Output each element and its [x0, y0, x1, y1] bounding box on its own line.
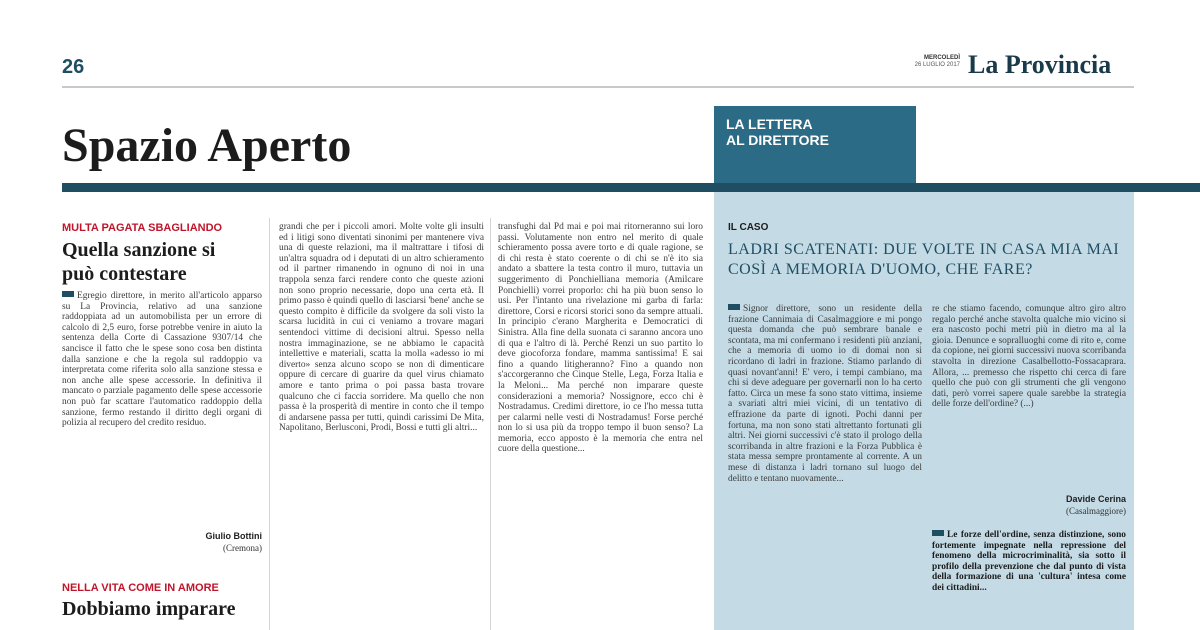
letter-body-left	[728, 304, 922, 630]
page-number: 26	[62, 56, 85, 78]
letter-body-right-text: re che stiamo facendo, comunque altro giro altro regalo perché anche stavolta qualche mio vicino si era nascosto pochi metri più in dietro ma al la gioia. Denunce e sopralluoghi come di rito e, come da copione, nei giorni successivi nuova scorribanda stavolta in direzione Casalbellotto-Fossacaprara. Allora, ... premesso che rispetto chi cerca di fare quello che può con gli strumenti che gli vengono dati, però vorrei sapere quale sarebbe la strategia delle forze dell'ordine? (...)	[932, 304, 1126, 410]
section-rule	[62, 183, 1200, 192]
paragraph-marker-icon	[62, 291, 74, 297]
letter-city: (Casalmaggiore)	[1066, 506, 1126, 516]
letter-to-editor-tab	[714, 106, 916, 192]
letter-tab-line2: AL DIRETTORE	[726, 132, 829, 148]
article3-body-text: transfughi dal Pd mai e poi mai ritorneranno sui loro passi. Volutamente non entro nel merito di quale schieramento possa avere torto e di quale ragione, se di chi resta è stato coerente o di chi se n'è ito sia andato a sbattere la testa contro il muro, tuttavia un suggerimento di Ponchielliana memoria (Amilcare Ponchielli) vorrei proporlo: chi ha più buon senso lo usi. Per l'intanto una rivelazione mi garba di farla: direttore, Corsi e ricorsi storici sono da sempre attuali. In principio c'erano Margherita e Democratici di Sinistra. Alla fine della suonata ci saranno ancora uno di qua e l'altro di là. Perché Renzi un suo partito lo deve giocoforza fondare, mamma santissima! E sai fino a quando litigheranno? Fino a quando non s'accorgeranno che Cinque Stelle, Lega, Forza Italia e la Meloni... Ma perché non imparare queste considerazioni a memoria? Nossignore, ecco chi è Nostradamus. Credimi direttore, io ce l'ho messa tutta per calarmi nelle vesti di Nostradamus! Forse perché non lo si usa più da troppo tempo il buon senso? La memoria, ecco apposto è la memoria che entra nel cuore della questione...	[498, 222, 703, 455]
article3-body	[498, 222, 703, 630]
article2-kicker: NELLA VITA COME IN AMORE	[62, 582, 219, 594]
column-divider	[269, 218, 270, 630]
letter-body-left-text: Signor direttore, sono un residente della frazione Cannimaia di Casalmaggiore e mi pongo questa domanda che può sembrare banale e scontata, ma mi confermano i residenti più anziani, che a memoria di uomo io di domai non si ricordano di ladri in frazione. Stiamo parlando di quasi novant'anni! E' vero, i tempi cambiano, ma chi si deve adeguare per governarli non lo ha certo fatto. Circa un mese fa sono stato vittima, insieme a svariati altri miei vicini, di un tentativo di effrazione da parte di ignoti. Pochi danni per fortuna, ma non sono stati altrettanto fortunati gli altri. Nei giorni successivi c'è stato il prologo della scorribanda in altre frazioni e la Forza Pubblica è stata messa sempre prontamente al corrente. A un mese di distanza i ladri tornano sul luogo del delitto e tentano nuovamente...	[728, 304, 922, 484]
article1-kicker: MULTA PAGATA SBAGLIANDO	[62, 222, 223, 234]
article1-city: (Cremona)	[223, 543, 262, 553]
issue-date	[880, 55, 960, 69]
header-divider	[62, 86, 1134, 88]
letter-headline: LADRI SCATENATI: DUE VOLTE IN CASA MIA MAI COSÌ A MEMORIA D'UOMO, CHE FARE?	[728, 241, 1120, 278]
article1-signature: Giulio Bottini	[205, 531, 262, 541]
article2-body	[279, 222, 484, 630]
article1-headline: Quella sanzione si può contestare	[62, 239, 216, 285]
issue-full-date: 26 LUGLIO 2017	[914, 62, 960, 68]
editor-reply	[932, 530, 1126, 630]
issue-day: MERCOLEDÌ	[924, 55, 960, 61]
article2-body-text: grandi che per i piccoli amori. Molte volte gli insulti ed i litigi sono diventati sinonimi per mantenere viva una di queste relazioni, ma il maltrattare i tifosi di un'altra squadra od i deputati di un altro schieramento od il partner rimanendo in ognuno di noi in una trappola senza farci rendere conto che queste azioni non sono proprio necessarie, dopo una certa età. Il primo passo è quindi quello di lasciarsi 'bene' anche se questo compito è difficile da svolgere da soli visto la scarsa lucidità in cui ci veniamo a trovare magari sentendoci vittime di decisioni altrui. Spesso nella nostra immaginazione, se ne abbiamo le capacità intellettive e materiali, scatta la molla «adesso io mi diverto» senza alcuno scopo se non di dimenticare oppure di cercare di guarire da quel virus chiamato amore e tanto prima o poi passa basta trovare qualcuno che ci faccia sorridere. Ma quello che non passa è la prosperità di mentire in conto che il tempo di andarsene passa per tutti, quindi carissimi De Mita, Napolitano, Berlusconi, Prodi, Bossi e tutti gli altri...	[279, 222, 484, 434]
paragraph-marker-icon	[932, 530, 944, 536]
article2-headline: Dobbiamo imparare	[62, 598, 236, 620]
letter-signature: Davide Cerina	[1065, 494, 1126, 504]
newspaper-masthead: La Provincia	[968, 50, 1112, 79]
column-divider	[490, 218, 491, 630]
paragraph-marker-icon	[728, 304, 740, 310]
article1-body-text: Egregio direttore, in merito all'articolo apparso su La Provincia, relativo ad una sanzione raddoppiata ad un automobilista per un errore di calcolo di 2,5 euro, forse potrebbe venire in aiuto la sentenza della Corte di Cassazione 9307/14 che sancisce il fatto che le spese sono cosa ben distinta dalla sanzione e che la regola sul raddoppio va interpretata come riferita solo alla sanzione stessa e non anche alle spese accessorie. In definitiva il mancato o parziale pagamento delle spese accessorie non può far scattare l'automatico raddoppio della sanzione, fermo restando il diritto degli organi di polizia al recupero del credito residuo.	[62, 291, 262, 429]
section-title: Spazio Aperto	[62, 119, 352, 172]
article1-body	[62, 291, 262, 523]
editor-reply-text: Le forze dell'ordine, senza distinzione, sono fortemente impegnate nella repressione del fenomeno della microcriminalità, sia sotto il profilo della prevenzione che dal punto di vista della formazione di una 'cultura' intesa come dei cittadini...	[932, 530, 1126, 593]
letter-kicker: IL CASO	[728, 222, 769, 233]
letter-tab-line1: LA LETTERA	[726, 116, 813, 132]
letter-body-right	[932, 304, 1126, 490]
